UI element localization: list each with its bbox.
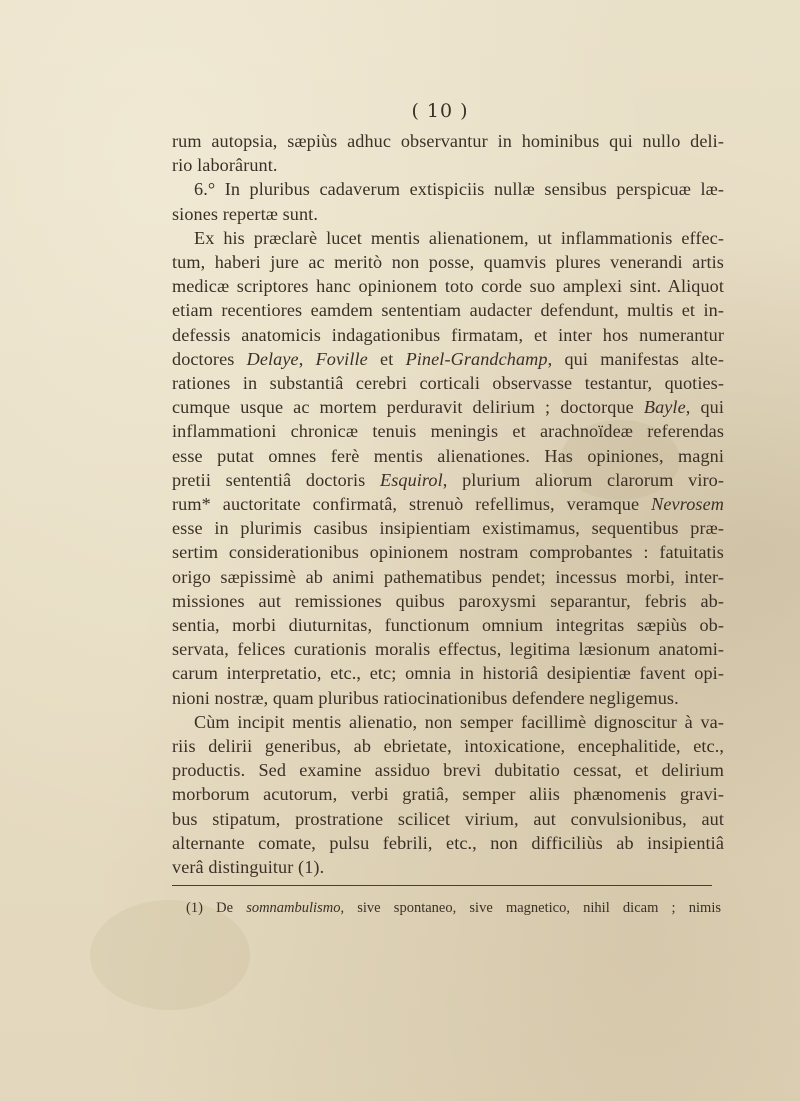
text-line	[172, 540, 724, 564]
italic-name: Nevrosem	[651, 494, 724, 515]
text-segment: , qui manifestas alte-	[547, 348, 724, 369]
text-line	[172, 250, 724, 274]
text-segment: etiam recentiores eamdem sententiam audacter defendunt, multis et in-	[172, 300, 724, 321]
footnote-rule	[172, 885, 712, 886]
text-line	[172, 395, 724, 419]
italic-name: Delaye	[246, 348, 299, 369]
text-segment: cumque usque ac mortem perduravit delirium ; doctorque	[172, 397, 644, 418]
text-segment: pretii sententiâ doctoris	[172, 469, 380, 490]
text-line	[172, 323, 724, 347]
italic-name: Esquirol	[379, 469, 443, 490]
text-segment: morborum acutorum, verbi gratiâ, semper aliis phænomenis gravi-	[172, 784, 724, 805]
page-number: ( 10 )	[411, 100, 469, 122]
text-line	[172, 686, 724, 710]
text-segment: siones repertæ sunt.	[172, 203, 318, 224]
text-segment: Cùm incipit mentis alienatio, non semper facillimè dignoscitur à va-	[194, 711, 724, 732]
text-segment: sentia, morbi diuturnitas, functionum omnium integritas sæpiùs ob-	[172, 615, 724, 636]
text-segment: rio laborârunt.	[172, 155, 278, 176]
text-line	[172, 468, 724, 492]
text-line	[172, 444, 724, 468]
footnote-segment: (1) De	[186, 900, 247, 916]
text-line	[172, 589, 724, 613]
text-line	[172, 782, 724, 806]
text-line	[172, 734, 724, 758]
text-segment: productis. Sed examine assiduo brevi dubitatio cessat, et delirium	[172, 760, 724, 781]
text-segment: medicæ scriptores hanc opinionem toto corde suo amplexi sint. Aliquot	[172, 276, 724, 297]
text-segment: origo sæpissimè ab animi pathematibus pendet; incessus morbi, inter-	[172, 566, 724, 587]
text-line	[172, 855, 724, 879]
text-segment: et	[367, 348, 406, 369]
text-line	[172, 347, 724, 371]
body-text	[172, 129, 724, 879]
italic-name: Foville	[315, 348, 368, 369]
text-segment: nioni nostræ, quam pluribus ratiocinationibus defendere negligemus.	[172, 687, 679, 708]
text-line	[172, 807, 724, 831]
text-line	[172, 758, 724, 782]
italic-name: Pinel-Grandchamp	[405, 348, 548, 369]
text-segment: tum, haberi jure ac meritò non posse, quamvis plures venerandi artis	[172, 252, 724, 273]
text-line	[172, 153, 724, 177]
text-segment: 6.° In pluribus cadaverum extispiciis nullæ sensibus perspicuæ læ-	[194, 179, 724, 200]
text-segment: , qui	[685, 397, 724, 418]
text-segment: missiones aut remissiones quibus paroxysmi separantur, febris ab-	[172, 590, 724, 611]
text-segment: , plurium aliorum clarorum viro-	[442, 469, 725, 490]
text-segment: rum* auctoritate confirmatâ, strenuò refellimus, veramque	[172, 494, 652, 515]
text-line	[172, 129, 724, 153]
text-segment: ,	[298, 348, 316, 369]
text-line	[172, 371, 724, 395]
footnote	[186, 899, 721, 917]
text-segment: rationes in substantiâ cerebri corticali observasse testantur, quoties-	[172, 373, 724, 394]
text-line	[172, 613, 724, 637]
text-line	[172, 565, 724, 589]
text-segment: verâ distinguitur (1).	[172, 857, 325, 878]
text-segment: alternante comate, pulsu febrili, etc., non difficiliùs ab insipientiâ	[172, 832, 724, 853]
text-segment: riis delirii generibus, ab ebrietate, intoxicatione, encephalitide, etc.,	[172, 736, 724, 757]
text-line	[172, 274, 724, 298]
italic-name: Bayle	[643, 397, 686, 418]
text-line	[172, 202, 724, 226]
text-segment: Ex his præclarè lucet mentis alienationem, ut inflammationis effec-	[194, 227, 724, 248]
text-line	[172, 298, 724, 322]
text-line	[172, 419, 724, 443]
text-segment: sertim considerationibus opinionem nostram comprobantes : fatuitatis	[172, 542, 724, 563]
text-segment: rum autopsia, sæpiùs adhuc observantur in hominibus qui nullo deli-	[172, 131, 724, 151]
footnote-segment: , sive spontaneo, sive magnetico, nihil dicam ; nimis	[340, 900, 721, 916]
text-line	[172, 492, 724, 516]
italic-term: somnambulismo	[246, 900, 341, 916]
text-segment: inflammationi chronicæ tenuis meningis et arachnoïdeæ referendas	[172, 421, 724, 442]
text-segment: defessis anatomicis indagationibus firmatam, et inter hos numerantur	[172, 324, 724, 345]
text-line	[172, 710, 724, 734]
text-segment: esse putat omnes ferè mentis alienationes. Has opiniones, magni	[172, 445, 724, 466]
text-line	[172, 831, 724, 855]
text-segment: esse in plurimis casibus insipientiam existimamus, sequentibus præ-	[172, 518, 724, 539]
text-segment: bus stipatum, prostratione scilicet virium, aut convulsionibus, aut	[172, 808, 724, 829]
text-line	[172, 661, 724, 685]
text-line	[172, 637, 724, 661]
text-line	[172, 516, 724, 540]
text-segment: servata, felices curationis moralis effectus, legitima læsionum anatomi-	[172, 639, 724, 660]
text-line	[172, 177, 724, 201]
text-segment: doctores	[172, 348, 247, 369]
text-line	[172, 226, 724, 250]
text-segment: carum interpretatio, etc., etc; omnia in historiâ desipientiæ favent opi-	[172, 663, 724, 684]
